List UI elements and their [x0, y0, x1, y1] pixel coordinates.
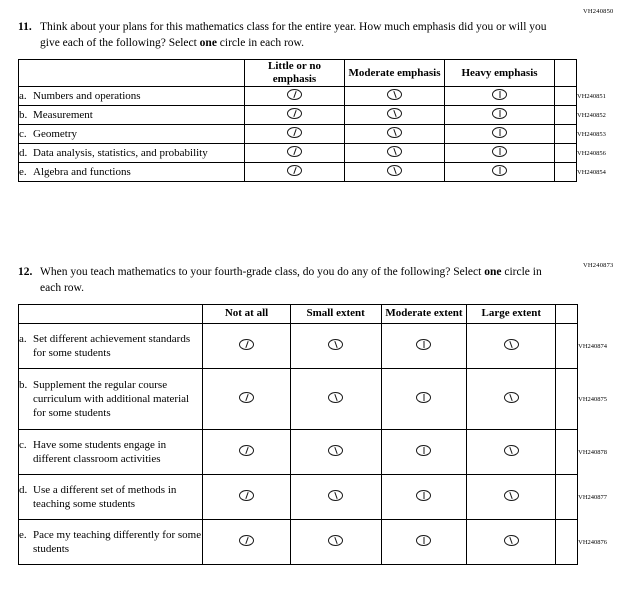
question-12-table	[18, 304, 624, 565]
row-spacer-cell	[556, 369, 578, 430]
table-row	[19, 125, 623, 144]
radio-b-small-extent[interactable]	[290, 369, 381, 430]
radio-a-not-at-all[interactable]	[203, 324, 290, 369]
radio-bubble-icon[interactable]	[416, 392, 431, 403]
row-spacer-cell	[555, 144, 577, 163]
radio-bubble-icon[interactable]	[504, 392, 519, 403]
radio-b-little-or-no-emphasis[interactable]	[245, 106, 345, 125]
radio-bubble-icon[interactable]	[387, 165, 402, 176]
radio-bubble-icon[interactable]	[239, 392, 254, 403]
radio-bubble-icon[interactable]	[387, 146, 402, 157]
row-spacer-cell	[555, 87, 577, 106]
radio-bubble-icon[interactable]	[492, 165, 507, 176]
radio-c-moderate-emphasis[interactable]	[345, 125, 445, 144]
row-spacer-cell	[556, 475, 578, 520]
radio-bubble-icon[interactable]	[239, 445, 254, 456]
header-id-cell	[578, 305, 624, 324]
row-item-id: VH240851	[577, 92, 606, 100]
row-text: Algebra and functions	[33, 166, 131, 179]
radio-e-little-or-no-emphasis[interactable]	[245, 163, 345, 182]
header-blank-cell	[19, 60, 245, 87]
radio-a-moderate-extent[interactable]	[381, 324, 466, 369]
radio-bubble-icon[interactable]	[492, 108, 507, 119]
radio-d-small-extent[interactable]	[290, 475, 381, 520]
radio-d-moderate-extent[interactable]	[381, 475, 466, 520]
radio-bubble-icon[interactable]	[287, 108, 302, 119]
row-letter: b.	[19, 109, 28, 122]
radio-bubble-icon[interactable]	[328, 535, 343, 546]
row-spacer-cell	[555, 163, 577, 182]
radio-bubble-icon[interactable]	[328, 445, 343, 456]
row-text: Measurement	[33, 109, 93, 122]
table-row	[19, 106, 623, 125]
row-letter: a.	[19, 90, 27, 103]
table-header-row	[19, 305, 624, 324]
row-item-id: VH240877	[578, 493, 608, 501]
row-letter: a.	[19, 332, 27, 345]
radio-d-large-extent[interactable]	[467, 475, 556, 520]
radio-bubble-icon[interactable]	[416, 490, 431, 501]
row-text: Supplement the regular course curriculum with additional material for some students	[33, 378, 190, 420]
radio-d-moderate-emphasis[interactable]	[345, 144, 445, 163]
radio-e-small-extent[interactable]	[290, 520, 381, 565]
row-item-id: VH240853	[577, 130, 606, 138]
radio-a-little-or-no-emphasis[interactable]	[245, 87, 345, 106]
radio-bubble-icon[interactable]	[287, 146, 302, 157]
header-id-cell	[577, 60, 623, 87]
row-letter: c.	[19, 128, 27, 141]
row-label-e	[19, 520, 203, 565]
question-11-number: 11.	[18, 21, 32, 33]
row-item-id: VH240875	[578, 395, 608, 403]
radio-e-heavy-emphasis[interactable]	[445, 163, 555, 182]
row-letter: b.	[19, 378, 28, 391]
row-text: Pace my teaching differently for some students	[33, 528, 202, 556]
row-spacer-cell	[556, 324, 578, 369]
radio-a-heavy-emphasis[interactable]	[445, 87, 555, 106]
radio-bubble-icon[interactable]	[239, 535, 254, 546]
question-11-table	[18, 59, 623, 182]
question-12-text-before: When you teach mathematics to your fourth-grade class, do you do any of the following? Select	[40, 266, 485, 278]
column-header-2: Small extent	[290, 305, 381, 324]
row-spacer-cell	[555, 106, 577, 125]
radio-bubble-icon[interactable]	[328, 339, 343, 350]
page-top-right-item-id: VH240850	[583, 8, 614, 15]
row-item-id: VH240856	[577, 149, 606, 157]
table-row	[19, 475, 624, 520]
radio-bubble-icon[interactable]	[504, 445, 519, 456]
table-row	[19, 430, 624, 475]
question-12-text-emphasis: one	[484, 266, 502, 278]
question-12-header	[0, 265, 624, 296]
row-text: Numbers and operations	[33, 90, 141, 103]
table-row	[19, 163, 623, 182]
row-item-id: VH240854	[577, 168, 606, 176]
radio-e-moderate-emphasis[interactable]	[345, 163, 445, 182]
row-text: Have some students engage in different classroom activities	[33, 438, 167, 466]
row-label-b	[19, 369, 203, 430]
question-block-11	[0, 20, 624, 182]
radio-bubble-icon[interactable]	[287, 89, 302, 100]
radio-c-heavy-emphasis[interactable]	[445, 125, 555, 144]
header-blank-cell	[19, 305, 203, 324]
radio-b-heavy-emphasis[interactable]	[445, 106, 555, 125]
radio-bubble-icon[interactable]	[287, 127, 302, 138]
radio-bubble-icon[interactable]	[387, 89, 402, 100]
row-label-c	[19, 430, 203, 475]
row-item-id: VH240852	[577, 111, 606, 119]
radio-bubble-icon[interactable]	[492, 127, 507, 138]
radio-b-large-extent[interactable]	[467, 369, 556, 430]
radio-d-little-or-no-emphasis[interactable]	[245, 144, 345, 163]
radio-d-not-at-all[interactable]	[203, 475, 290, 520]
row-label-d	[19, 475, 203, 520]
table-row	[19, 324, 624, 369]
question-11-text	[40, 20, 564, 51]
radio-bubble-icon[interactable]	[328, 392, 343, 403]
row-letter: d.	[19, 147, 28, 160]
radio-bubble-icon[interactable]	[328, 490, 343, 501]
radio-e-large-extent[interactable]	[467, 520, 556, 565]
column-header-3: Moderate extent	[381, 305, 466, 324]
row-spacer-cell	[556, 430, 578, 475]
table-row	[19, 369, 624, 430]
row-letter: e.	[19, 528, 27, 541]
radio-c-not-at-all[interactable]	[203, 430, 290, 475]
radio-b-moderate-extent[interactable]	[381, 369, 466, 430]
question-12-text	[40, 265, 564, 296]
header-spacer-cell	[555, 60, 577, 87]
table-header-row	[19, 60, 623, 87]
radio-bubble-icon[interactable]	[416, 339, 431, 350]
row-letter: c.	[19, 438, 27, 451]
row-letter: e.	[19, 166, 27, 179]
question-11-text-after: circle in each row.	[216, 36, 304, 49]
row-spacer-cell	[556, 520, 578, 565]
radio-b-moderate-emphasis[interactable]	[345, 106, 445, 125]
radio-a-small-extent[interactable]	[290, 324, 381, 369]
question-11-text-emphasis: one	[199, 36, 217, 49]
radio-bubble-icon[interactable]	[492, 146, 507, 157]
table-row	[19, 87, 623, 106]
column-header-3: Heavy emphasis	[445, 60, 555, 87]
row-label-a	[19, 87, 245, 106]
radio-a-large-extent[interactable]	[467, 324, 556, 369]
radio-bubble-icon[interactable]	[239, 490, 254, 501]
question-12-item-id: VH240873	[583, 262, 614, 269]
table-row	[19, 520, 624, 565]
radio-e-moderate-extent[interactable]	[381, 520, 466, 565]
radio-e-not-at-all[interactable]	[203, 520, 290, 565]
radio-a-moderate-emphasis[interactable]	[345, 87, 445, 106]
question-11-text-before: Think about your plans for this mathematics class for the entire year. How much emphasis did you or will you give each of the following? Select	[40, 21, 547, 49]
row-text: Use a different set of methods in teaching some students	[33, 483, 177, 511]
radio-b-not-at-all[interactable]	[203, 369, 290, 430]
column-header-1: Not at all	[203, 305, 290, 324]
row-spacer-cell	[555, 125, 577, 144]
question-block-12	[0, 265, 624, 565]
radio-bubble-icon[interactable]	[239, 339, 254, 350]
radio-bubble-icon[interactable]	[504, 535, 519, 546]
radio-bubble-icon[interactable]	[387, 108, 402, 119]
question-12-number: 12.	[18, 266, 33, 278]
radio-c-little-or-no-emphasis[interactable]	[245, 125, 345, 144]
radio-bubble-icon[interactable]	[492, 89, 507, 100]
radio-bubble-icon[interactable]	[387, 127, 402, 138]
row-text: Geometry	[33, 128, 77, 141]
row-label-e	[19, 163, 245, 182]
radio-bubble-icon[interactable]	[287, 165, 302, 176]
row-item-id: VH240874	[578, 342, 608, 350]
row-label-c	[19, 125, 245, 144]
question-11-header	[0, 20, 624, 51]
row-item-id: VH240876	[578, 538, 608, 546]
column-header-1: Little or no emphasis	[245, 60, 345, 87]
radio-c-moderate-extent[interactable]	[381, 430, 466, 475]
row-text: Set different achievement standards for some students	[33, 332, 191, 360]
radio-bubble-icon[interactable]	[504, 339, 519, 350]
column-header-2: Moderate emphasis	[345, 60, 445, 87]
row-letter: d.	[19, 483, 28, 496]
row-text: Data analysis, statistics, and probability	[33, 147, 208, 160]
radio-d-heavy-emphasis[interactable]	[445, 144, 555, 163]
row-label-d	[19, 144, 245, 163]
radio-bubble-icon[interactable]	[416, 535, 431, 546]
row-item-id: VH240878	[578, 448, 608, 456]
radio-bubble-icon[interactable]	[416, 445, 431, 456]
radio-c-large-extent[interactable]	[467, 430, 556, 475]
radio-c-small-extent[interactable]	[290, 430, 381, 475]
radio-bubble-icon[interactable]	[504, 490, 519, 501]
row-label-b	[19, 106, 245, 125]
header-spacer-cell	[556, 305, 578, 324]
question-12-text-after: circle in each row.	[40, 266, 542, 294]
column-header-4: Large extent	[467, 305, 556, 324]
row-label-a	[19, 324, 203, 369]
table-row	[19, 144, 623, 163]
